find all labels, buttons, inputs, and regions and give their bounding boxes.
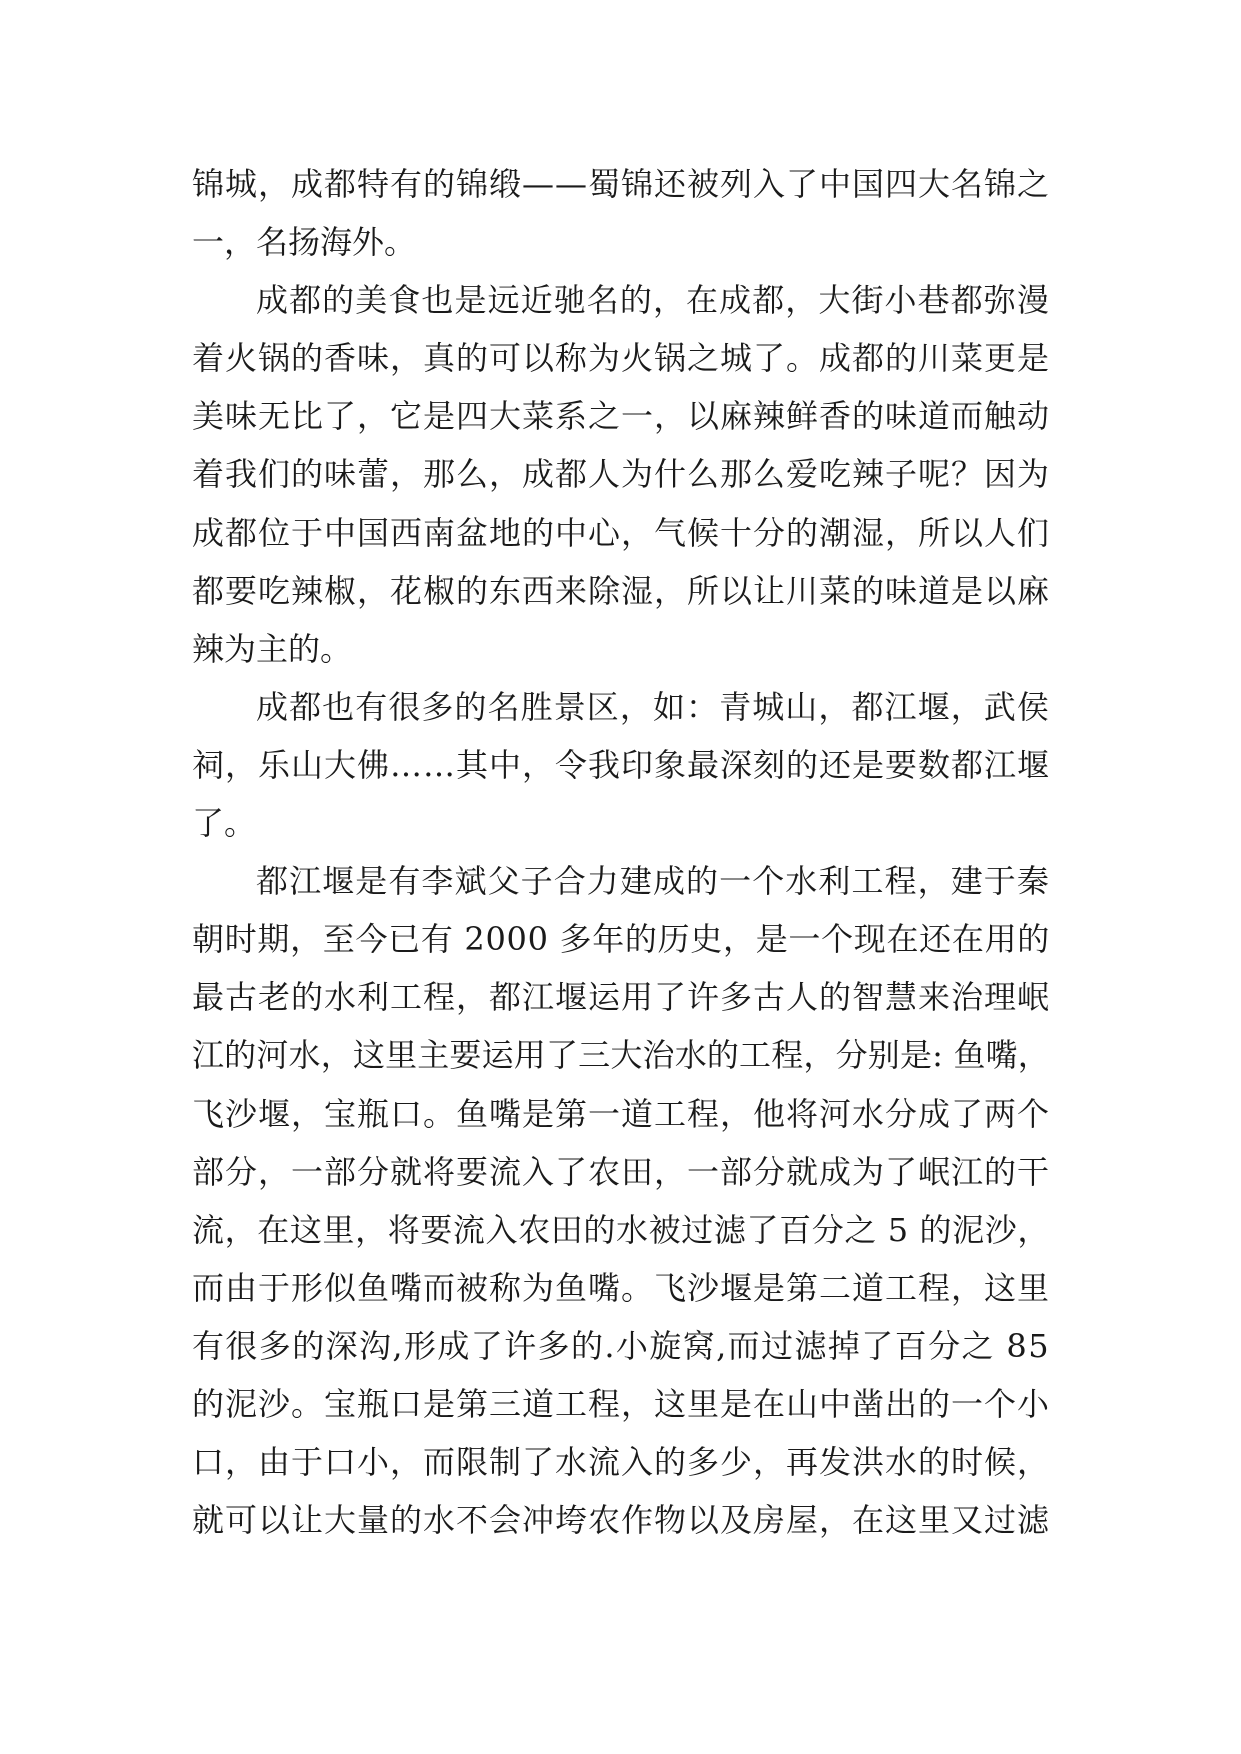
text-line: 部分，一部分就将要流入了农田，一部分就成为了岷江的干 (192, 1152, 1050, 1191)
text-line: 都要吃辣椒，花椒的东西来除湿，所以让川菜的味道是以麻 (192, 571, 1050, 610)
text-line: 口，由于口小，而限制了水流入的多少，再发洪水的时候， (192, 1443, 1050, 1482)
text-line: 了。 (192, 804, 257, 843)
text-line: 成都也有很多的名胜景区，如：青城山，都江堰，武侯 (256, 687, 1050, 726)
text-line: 锦城，成都特有的锦缎——蜀锦还被列入了中国四大名锦之 (192, 165, 1050, 203)
body-text (192, 155, 1050, 1549)
text-line: 最古老的水利工程，都江堰运用了许多古人的智慧来治理岷 (192, 978, 1050, 1017)
text-line: 着火锅的香味，真的可以称为火锅之城了。成都的川菜更是 (192, 339, 1050, 378)
text-line: 美味无比了，它是四大菜系之一，以麻辣鲜香的味道而触动 (192, 397, 1050, 436)
text-line: 成都位于中国西南盆地的中心，气候十分的潮湿，所以人们 (192, 513, 1050, 552)
text-line: 的泥沙。宝瓶口是第三道工程，这里是在山中凿出的一个小 (192, 1384, 1050, 1423)
text-line: 就可以让大量的水不会冲垮农作物以及房屋，在这里又过滤 (192, 1501, 1050, 1540)
text-line: 辣为主的。 (192, 629, 353, 668)
text-line: 祠，乐山大佛……其中，令我印象最深刻的还是要数都江堰 (192, 745, 1050, 784)
text-line: 江的河水，这里主要运用了三大治水的工程，分别是: 鱼嘴， (192, 1036, 1050, 1075)
text-line: 都江堰是有李斌父子合力建成的一个水利工程，建于秦 (256, 862, 1050, 901)
text-line: 一，名扬海外。 (192, 223, 417, 262)
text-line: 飞沙堰，宝瓶口。鱼嘴是第一道工程，他将河水分成了两个 (192, 1094, 1050, 1133)
text-line: 着我们的味蕾，那么，成都人为什么那么爱吃辣子呢？因为 (192, 455, 1050, 494)
text-line: 而由于形似鱼嘴而被称为鱼嘴。飞沙堰是第二道工程，这里 (192, 1268, 1050, 1307)
text-line: 成都的美食也是远近驰名的，在成都，大街小巷都弥漫 (256, 281, 1050, 320)
text-line: 流，在这里，将要流入农田的水被过滤了百分之 5 的泥沙， (192, 1210, 1050, 1249)
text-line: 有很多的深沟,形成了许多的.小旋窝,而过滤掉了百分之 85 (192, 1326, 1050, 1365)
text-line: 朝时期，至今已有 2000 多年的历史，是一个现在还在用的 (192, 920, 1050, 959)
